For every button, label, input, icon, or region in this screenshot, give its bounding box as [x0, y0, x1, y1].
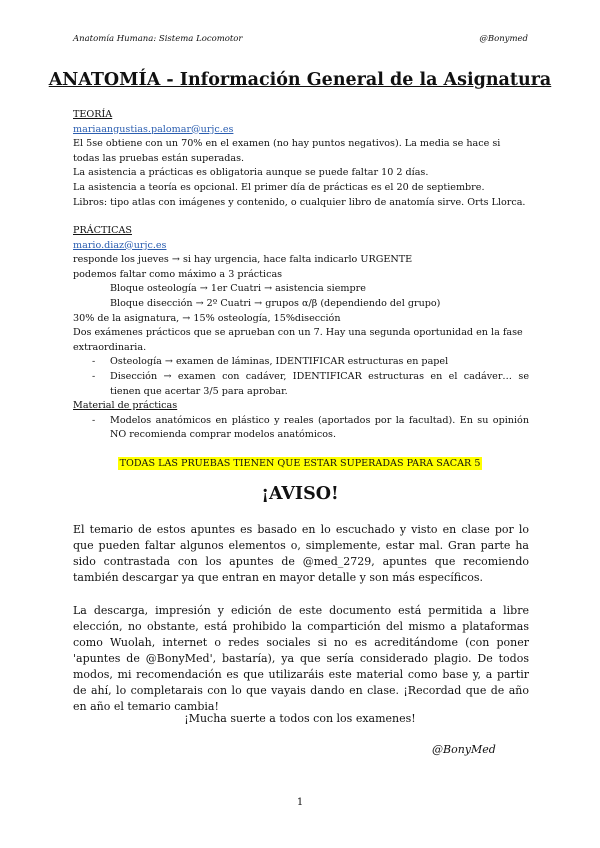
page-number: 1 — [296, 797, 304, 808]
teoria-email-link[interactable]: mariaangustias.palomar@urjc.es — [73, 123, 234, 135]
material-heading: Material de prácticas — [73, 400, 178, 412]
list-item — [73, 414, 529, 443]
practicas-line: podemos faltar como máximo a 3 prácticas — [73, 268, 283, 280]
list-item-text: Disección → examen con cadáver, IDENTIFICAR estructuras en el cadáver… se tienen que acertar 3/5 para aprobar. — [110, 370, 529, 397]
practicas-line: 30% de la asignatura, → 15% osteología, 15%disección — [73, 312, 341, 324]
practicas-email-link[interactable]: mario.diaz@urjc.es — [73, 239, 167, 251]
signature: @BonyMed — [432, 743, 496, 756]
list-item — [73, 370, 529, 399]
good-luck-line: ¡Mucha suerte a todos con los examenes! — [184, 712, 416, 725]
running-header-author: @Bonymed — [479, 34, 528, 44]
bloque-diseccion: Bloque disección → 2º Cuatri → grupos α/β (dependiendo del grupo) — [110, 297, 441, 309]
aviso-heading: ¡AVISO! — [261, 484, 339, 504]
list-item — [73, 355, 529, 370]
bullet-marker: - — [92, 370, 96, 382]
aviso-paragraph-2: La descarga, impresión y edición de este documento está permitida a libre elección, no obstante, está prohibido la compartición del mismo a plataformas como Wuolah, internet o redes sociales si no es acreditándome (con poner 'apuntes de @BonyMed', bastaría), ya que sería considerado plagio. De todos modos, mi recomendación es que utilizaráis este material como base y, a partir de ahí, lo completarais con lo que vayais dando en clase. ¡Recordad que de año en año el temario cambia! — [73, 604, 529, 713]
bullet-marker: - — [92, 414, 96, 426]
bloque-osteologia: Bloque osteología → 1er Cuatri → asistencia siempre — [110, 283, 366, 295]
aviso-paragraph-1: El temario de estos apuntes es basado en lo escuchado y visto en clase por lo que pueden faltar algunos elementos o, simplemente, estar mal. Gran parte ha sido contrastada con los apuntes de @med_2729, apuntes que recomiendo también descargar ya que entran en mayor detalle y son más específicos. — [73, 523, 529, 584]
teoria-section — [73, 108, 529, 210]
teoria-line: La asistencia a teoría es opcional. El primer día de prácticas es el 20 de septiembre. — [73, 181, 485, 193]
bullet-marker: - — [92, 356, 96, 368]
teoria-heading: TEORÍA — [73, 109, 113, 120]
teoria-line: El 5se obtiene con un 70% en el examen (no hay puntos negativos). La media se hace si todas las pruebas están superadas. — [73, 138, 501, 164]
teoria-line: La asistencia a prácticas es obligatoria aunque se puede faltar 10 2 días. — [73, 167, 429, 179]
page-title: ANATOMÍA - Información General de la Asignatura — [48, 70, 552, 90]
highlight-notice-text: TODAS LAS PRUEBAS TIENEN QUE ESTAR SUPERADAS PARA SACAR 5 — [119, 458, 481, 469]
highlight-notice — [0, 458, 600, 469]
practicas-line: responde los jueves → si hay urgencia, hace falta indicarlo URGENTE — [73, 254, 413, 266]
teoria-line: Libros: tipo atlas con imágenes y contenido, o cualquier libro de anatomía sirve. Orts Llorca. — [73, 196, 526, 208]
list-item-text: Modelos anatómicos en plástico y reales (aportados por la facultad). En su opinión NO recomienda comprar modelos anatómicos. — [110, 414, 529, 441]
practicas-section — [73, 224, 529, 443]
list-item-text: Osteología → examen de láminas, IDENTIFICAR estructuras en papel — [110, 356, 449, 368]
practicas-line: Dos exámenes prácticos que se aprueban con un 7. Hay una segunda oportunidad en la fase extraordinaria. — [73, 327, 523, 353]
running-header-title: Anatomía Humana: Sistema Locomotor — [73, 34, 243, 44]
practicas-heading: PRÁCTICAS — [73, 225, 132, 236]
